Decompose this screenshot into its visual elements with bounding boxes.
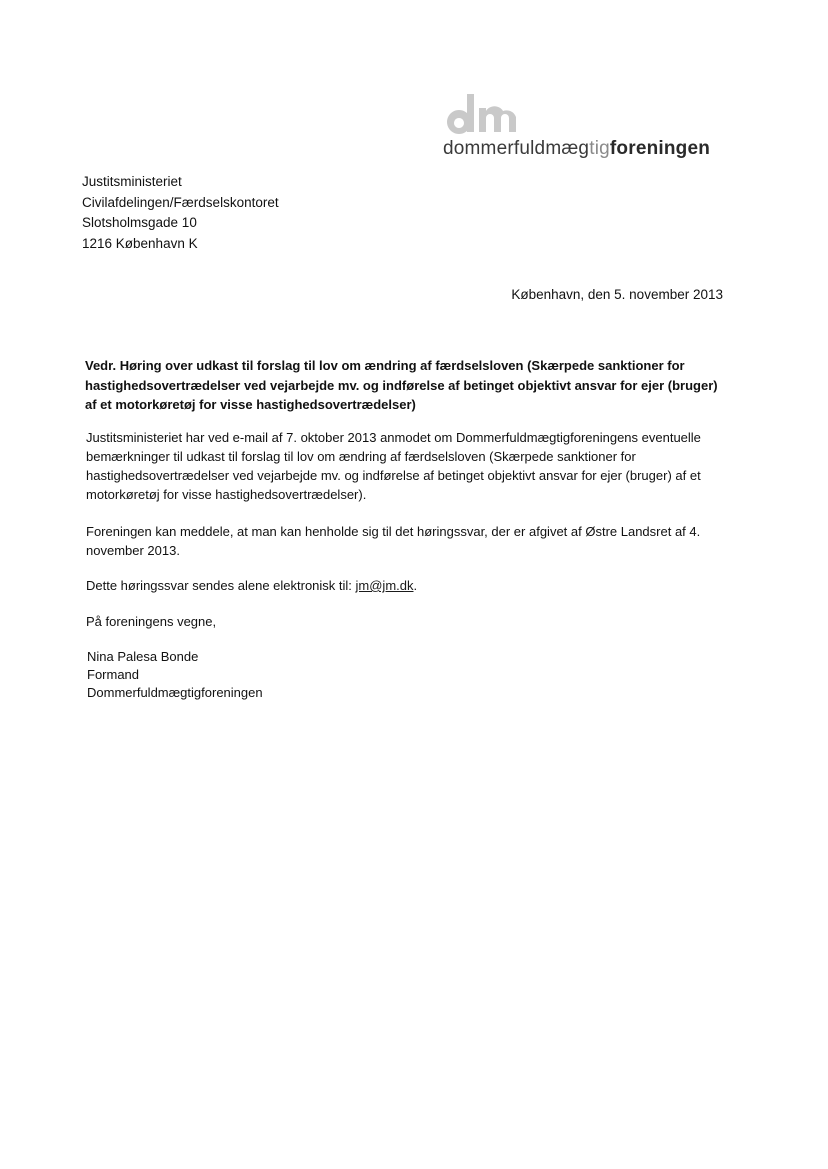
recipient-line: 1216 København K: [82, 235, 198, 251]
logo-wordmark: [443, 138, 710, 160]
paragraph-text: .: [413, 578, 418, 593]
body-paragraph-1: Justitsministeriet har ved e-mail af 7. oktober 2013 anmodet om Dommerfuldmægtigforeningens eventuelle bemærkninger til udkast til forslag til lov om ændring af færdselsloven (Skærpede sanktioner for hastighedsovertrædelser ved vejarbejde mv. og indførelse af betinget objektivt ansvar for ejer (bruger) af et motorkøretøj for visse hastighedsovertrædelser).: [86, 430, 701, 502]
recipient-address: [82, 172, 279, 254]
paragraph-text: Dette høringssvar sendes alene elektronisk til:: [86, 578, 356, 593]
closing-line: På foreningens vegne,: [86, 614, 217, 629]
body-paragraph-3: [86, 576, 731, 595]
body-paragraph-2: Foreningen kan meddele, at man kan henholde sig til det høringssvar, der er afgivet af Østre Landsret af 4. november 2013.: [86, 524, 701, 558]
logo-mark-icon: [443, 92, 518, 140]
logo-wordmark-part3: foreningen: [609, 138, 711, 159]
signatory-title: Formand: [87, 667, 140, 682]
signature-block: [87, 648, 263, 702]
recipient-line: Slotsholmsgade 10: [82, 215, 197, 230]
recipient-line: Justitsministeriet: [82, 174, 182, 189]
date-line: København, den 5. november 2013: [511, 287, 723, 302]
signatory-name: Nina Palesa Bonde: [87, 649, 199, 664]
logo-wordmark-part2: tig: [589, 138, 610, 159]
logo-wordmark-part1: dommerfuldmæg: [443, 138, 590, 159]
subject-heading: Vedr. Høring over udkast til forslag til lov om ændring af færdselsloven (Skærpede sanktioner for hastighedsovertrædelser ved vejarbejde mv. og indførelse af betinget objektivt ansvar for ejer (bruger) af et motorkøretøj for visse hastighedsovertrædelser): [85, 358, 718, 412]
organization-logo: [443, 92, 723, 162]
email-link[interactable]: jm@jm.dk: [355, 578, 414, 593]
signatory-organization: Dommerfuldmægtigforeningen: [87, 685, 263, 700]
recipient-line: Civilafdelingen/Færdselskontoret: [82, 194, 279, 210]
